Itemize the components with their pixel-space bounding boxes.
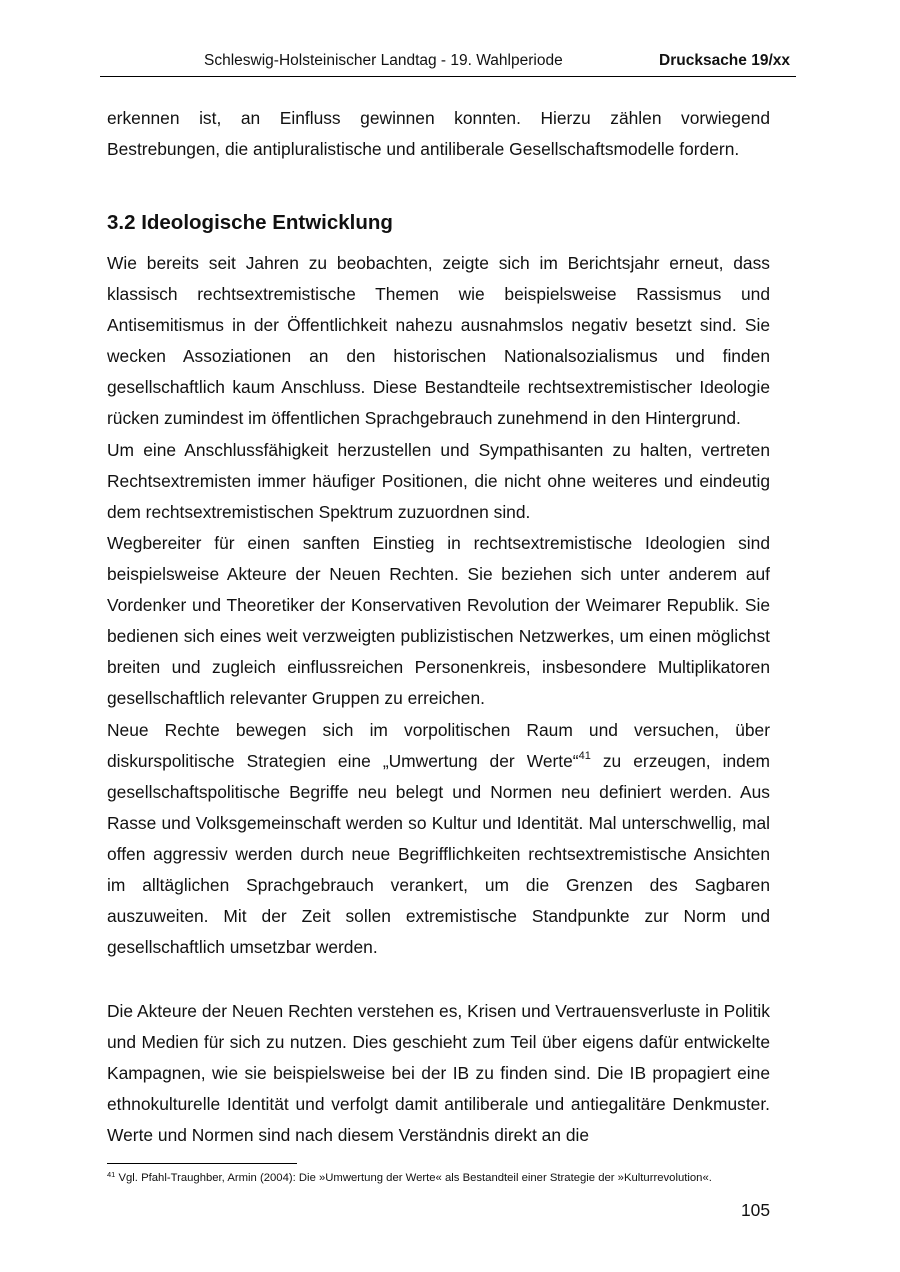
- paragraph-4-part-1: Neue Rechte bewegen sich im vorpolitischen Raum und versuchen, über diskurspolitische Strategien eine „Umwertung der Werte“: [107, 720, 770, 771]
- footnote-text: Vgl. Pfahl-Traughber, Armin (2004): Die »Umwertung der Werte« als Bestandteil einer Strategie der »Kulturrevolution«.: [115, 1172, 712, 1184]
- paragraph-2: Um eine Anschlussfähigkeit herzustellen und Sympathisanten zu halten, vertreten Rechtsextremisten immer häufiger Positionen, die nicht ohne weiteres und eindeutig dem rechtsextremistischen Spektrum zuzuordnen sind.: [107, 440, 770, 522]
- paragraph-5: Die Akteure der Neuen Rechten verstehen es, Krisen und Vertrauensverluste in Politik und Medien für sich zu nutzen. Dies geschieht zum Teil über eigens dafür entwickelte Kampagnen, wie sie beispielsweise bei der IB zu finden sind. Die IB propagiert eine ethnokulturelle Identität und verfolgt damit antiliberale und antiegalitäre Denkmuster. Werte und Normen sind nach diesem Verständnis direkt an die: [107, 1001, 770, 1145]
- footnote-divider: [107, 1163, 297, 1164]
- paragraph-4-part-2: zu erzeugen, indem gesellschaftspolitische Begriffe neu belegt und Normen neu definiert werden. Aus Rasse und Volksgemeinschaft werden so Kultur und Identität. Mal unterschwellig, mal offen aggressiv werden durch neue Begrifflichkeiten rechtsextremistische Ansichten im alltäglichen Sprachgebrauch verankert, um die Grenzen des Sagbaren auszuweiten. Mit der Zeit sollen extremistische Standpunkte zur Norm und gesellschaftlich umsetzbar werden.: [107, 751, 770, 957]
- header-title: Schleswig-Holsteinischer Landtag - 19. Wahlperiode: [204, 52, 563, 69]
- page-header: [100, 52, 796, 77]
- footnote: [107, 1170, 807, 1186]
- footnote-number: 41: [107, 1170, 116, 1179]
- footnote-reference: 41: [578, 750, 591, 762]
- page-number: 105: [740, 1200, 770, 1220]
- paragraph-1: Wie bereits seit Jahren zu beobachten, zeigte sich im Berichtsjahr erneut, dass klassisch rechtsextremistische Themen wie beispielsweise Rassismus und Antisemitismus in der Öffentlichkeit nahezu ausnahmslos negativ besetzt sind. Sie wecken Assoziationen an den historischen Nationalsozialismus und finden gesellschaftlich kaum Anschluss. Diese Bestandteile rechtsextremistischer Ideologie rücken zumindest im öffentlichen Sprachgebrauch zunehmend in den Hintergrund.: [107, 253, 770, 428]
- intro-paragraph: erkennen ist, an Einfluss gewinnen konnten. Hierzu zählen vorwiegend Bestrebungen, die antipluralistische und antiliberale Gesellschaftsmodelle fordern.: [107, 108, 770, 159]
- section-heading: 3.2 Ideologische Entwicklung: [107, 211, 393, 234]
- paragraph-3: Wegbereiter für einen sanften Einstieg in rechtsextremistische Ideologien sind beispielsweise Akteure der Neuen Rechten. Sie beziehen sich unter anderem auf Vordenker und Theoretiker der Konservativen Revolution der Weimarer Republik. Sie bedienen sich eines weit verzweigten publizistischen Netzwerkes, um einen möglichst breiten und zugleich einflussreichen Personenkreis, insbesondere Multiplikatoren gesellschaftlich relevanter Gruppen zu erreichen.: [107, 533, 770, 708]
- document-number: Drucksache 19/xx: [659, 52, 790, 69]
- paragraph-4: [107, 715, 770, 963]
